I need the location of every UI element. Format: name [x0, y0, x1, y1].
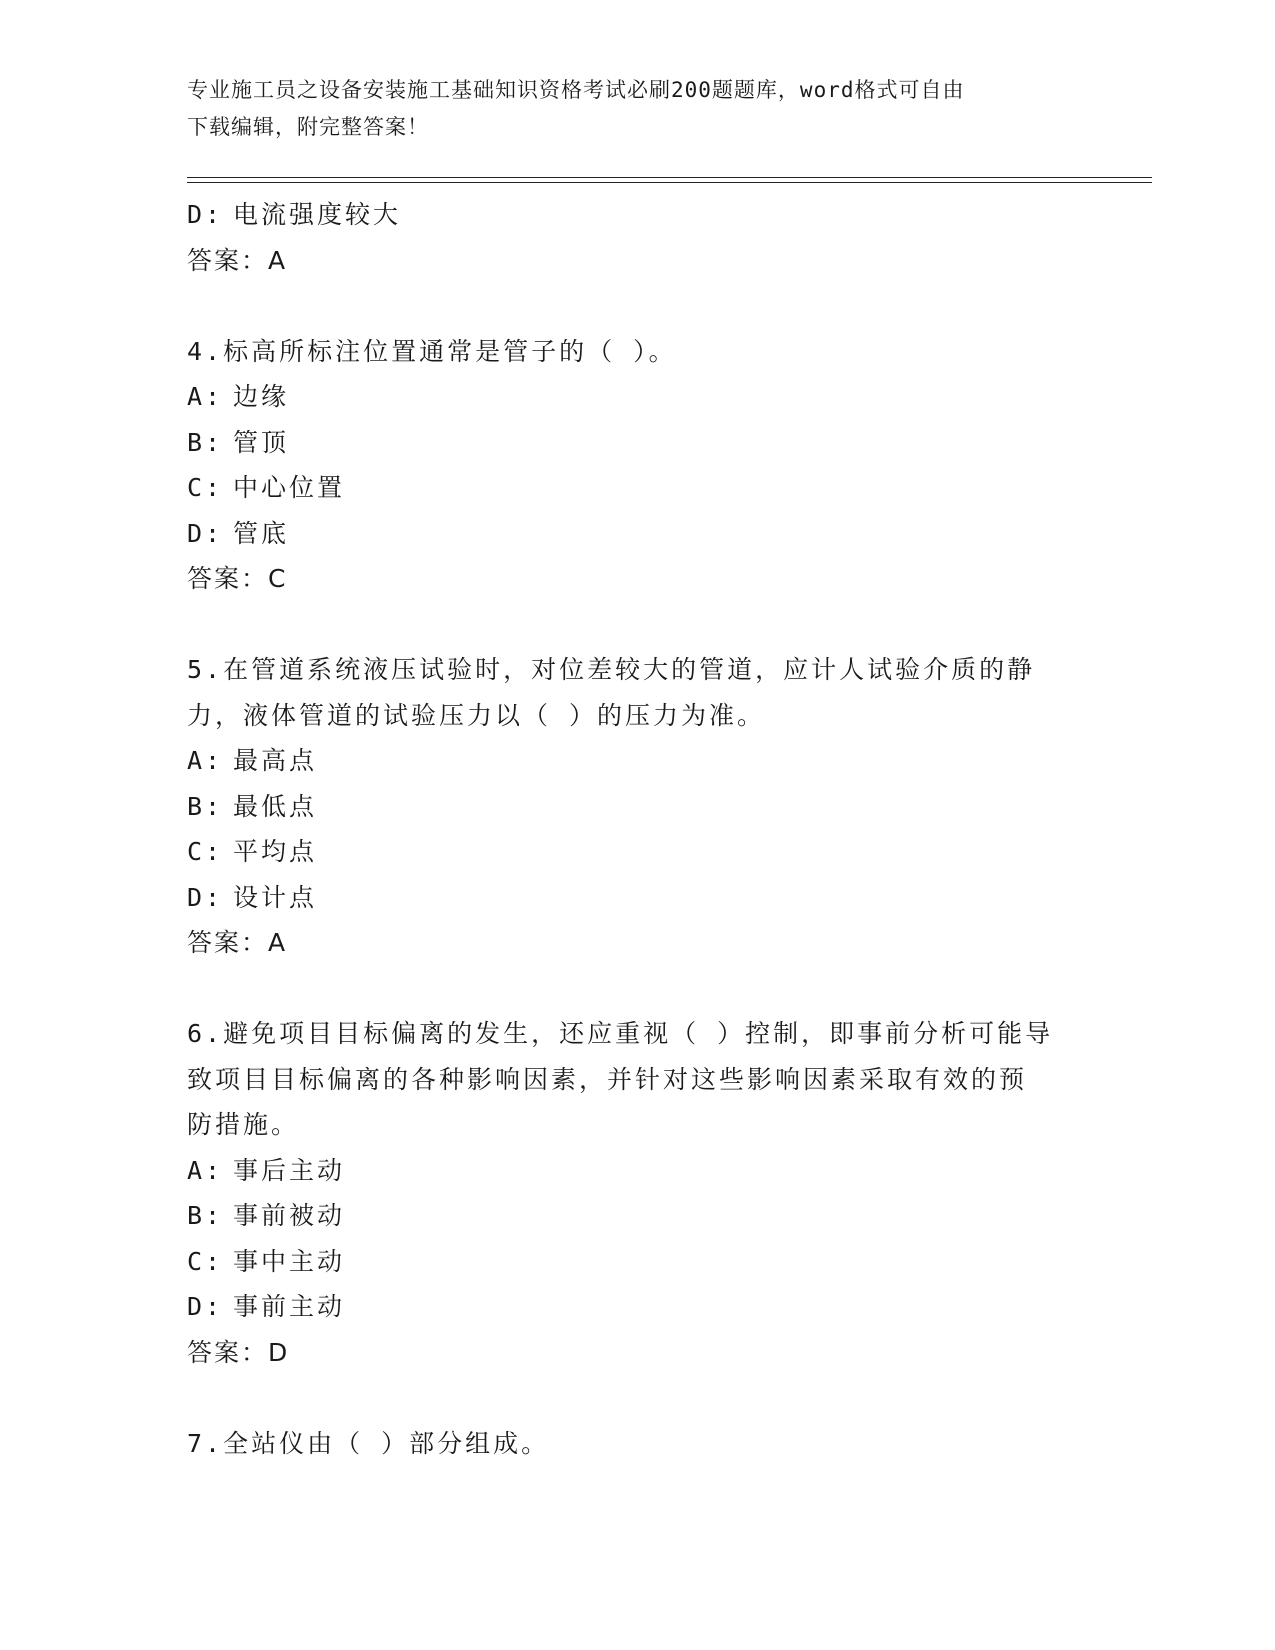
option-letter: D: — [187, 518, 224, 548]
question-7 — [187, 1421, 1087, 1467]
option-text: 设计点 — [233, 882, 318, 912]
option-text: 中心位置 — [233, 473, 346, 502]
question-text: 致项目目标偏离的各种影响因素，并针对这些影响因素采取有效的预 — [187, 1064, 1028, 1094]
option-text: 事前主动 — [233, 1292, 346, 1321]
document-header — [187, 72, 1067, 146]
option-d — [187, 511, 1087, 557]
option-b — [187, 420, 1087, 466]
option-text: 电流强度较大 — [233, 200, 402, 229]
option-letter: A: — [187, 382, 224, 411]
option-text: 管顶 — [233, 427, 290, 457]
header-line-1: 专业施工员之设备安装施工基础知识资格考试必刷200题题库，word格式可自由 — [187, 78, 965, 102]
option-a — [187, 374, 1087, 420]
option-text: 事前被动 — [233, 1201, 346, 1230]
option-letter: D: — [187, 200, 224, 229]
option-letter: C: — [187, 837, 224, 866]
option-b — [187, 784, 1087, 830]
option-text: 事后主动 — [233, 1155, 346, 1185]
question-text: 7.全站仪由（ ）部分组成。 — [187, 1428, 550, 1458]
document-body — [187, 192, 1087, 1466]
option-letter: D: — [187, 1292, 224, 1321]
option-a — [187, 738, 1087, 784]
answer-line: 答案：A — [187, 928, 288, 957]
option-letter: B: — [187, 791, 224, 821]
option-c — [187, 829, 1087, 875]
question-6 — [187, 1011, 1087, 1375]
header-line-2: 下载编辑，附完整答案！ — [187, 115, 429, 139]
option-letter: A: — [187, 746, 224, 775]
option-text: 最高点 — [233, 746, 318, 775]
header-divider-top — [187, 177, 1152, 178]
option-text: 事中主动 — [233, 1246, 346, 1276]
question-text: 防措施。 — [187, 1110, 300, 1139]
option-letter: C: — [187, 473, 224, 502]
option-d — [187, 875, 1087, 921]
question-text: 5.在管道系统液压试验时，对位差较大的管道，应计人试验介质的静 — [187, 655, 1036, 684]
question-text: 6.避免项目目标偏离的发生，还应重视（ ）控制，即事前分析可能导 — [187, 1019, 1054, 1048]
option-b — [187, 1193, 1087, 1239]
answer-line: 答案：D — [187, 1337, 290, 1367]
question-4 — [187, 329, 1087, 602]
option-letter: C: — [187, 1246, 224, 1276]
option-c — [187, 465, 1087, 511]
option-letter: D: — [187, 882, 224, 912]
question-text: 4.标高所标注位置通常是管子的（ ）。 — [187, 336, 677, 366]
option-d — [187, 1284, 1087, 1330]
option-letter: A: — [187, 1155, 224, 1185]
option-d — [187, 192, 1087, 238]
option-text: 平均点 — [233, 837, 318, 866]
header-divider-bottom — [187, 182, 1152, 183]
option-text: 边缘 — [233, 382, 290, 411]
question-5 — [187, 647, 1087, 966]
option-text: 最低点 — [233, 791, 318, 821]
question-text: 力，液体管道的试验压力以（ ）的压力为准。 — [187, 700, 766, 730]
answer-line: 答案：C — [187, 564, 288, 593]
option-letter: B: — [187, 1201, 224, 1230]
option-c — [187, 1239, 1087, 1285]
option-a — [187, 1148, 1087, 1194]
option-letter: B: — [187, 427, 224, 457]
answer-line: 答案：A — [187, 245, 288, 275]
option-text: 管底 — [233, 518, 290, 548]
